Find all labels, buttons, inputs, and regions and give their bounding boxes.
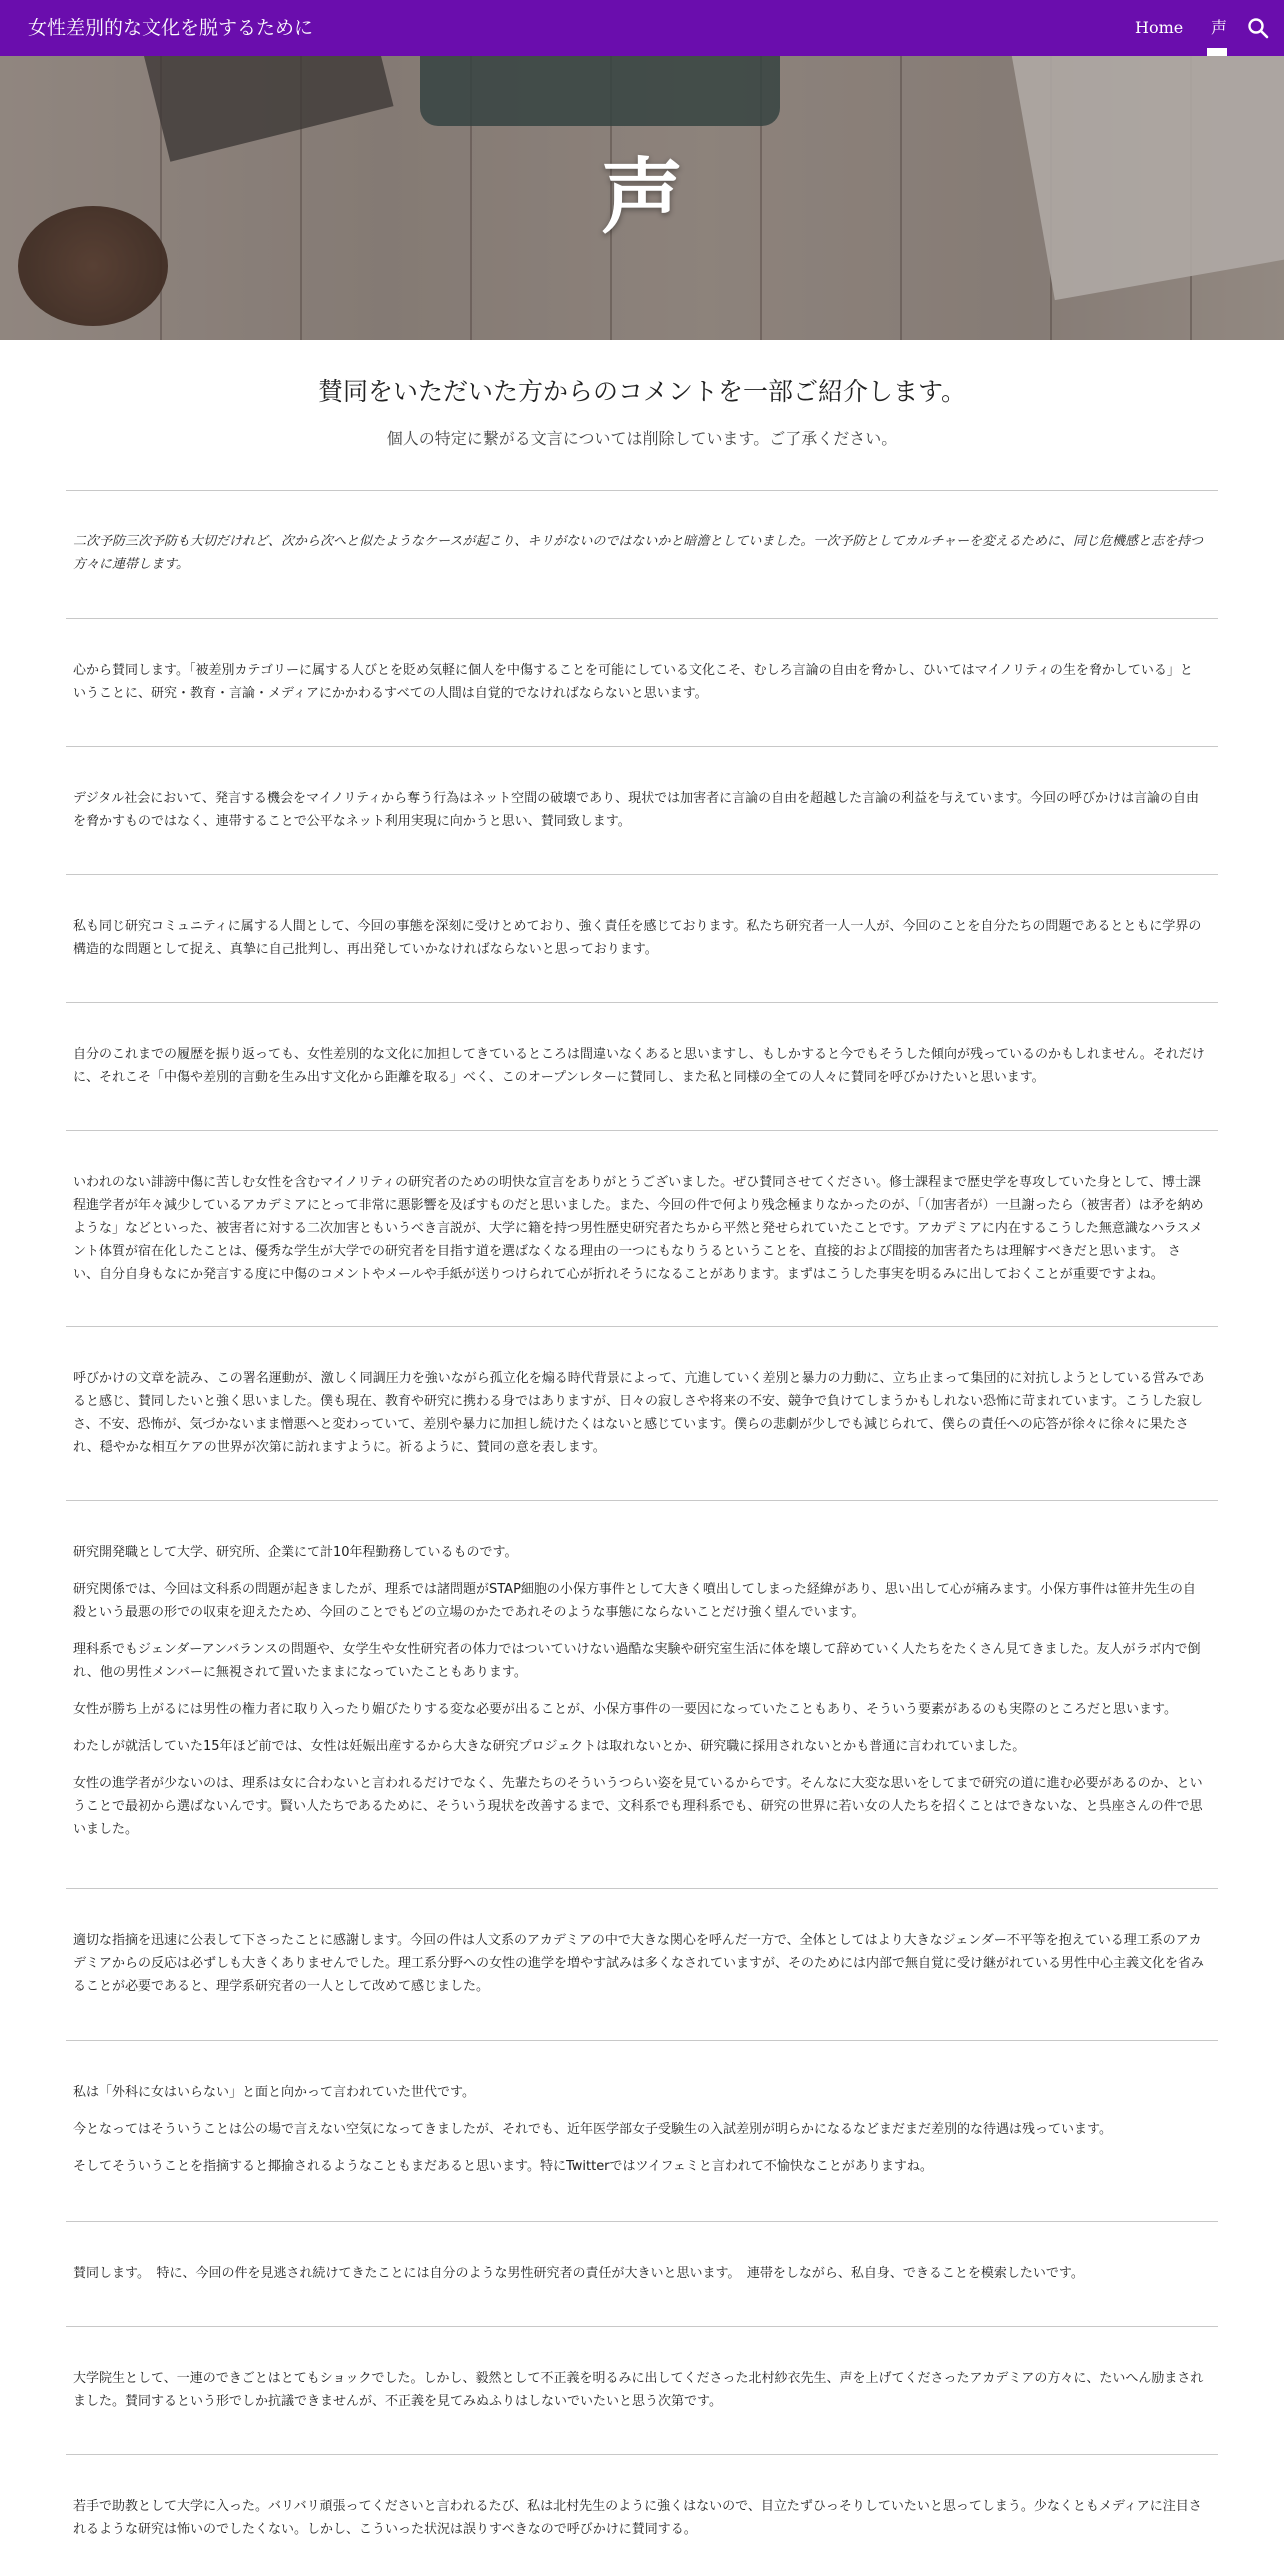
site-title[interactable]: 女性差別的な文化を脱するために bbox=[28, 17, 314, 39]
divider bbox=[66, 1130, 1218, 1131]
divider bbox=[66, 2326, 1218, 2327]
comment-paragraph: そしてそういうことを指摘すると揶揄されるようなこともまだあると思います。特にTwitterではツイフェミと言われて不愉快なことがありますね。 bbox=[73, 2159, 933, 2174]
comment-paragraph: 私も同じ研究コミュニティに属する人間として、今回の事態を深刻に受けとめており、強く責任を感じております。私たち研究者一人一人が、今回のことを自分たちの問題であるとともに学界の構造的な問題として捉え、真摯に自己批判し、再出発していかなければならないと思っております。 bbox=[73, 919, 1202, 957]
search-button[interactable] bbox=[1246, 16, 1270, 40]
divider bbox=[66, 1888, 1218, 1889]
comment-paragraph: 心から賛同します。「被差別カテゴリーに属する人びとを貶め気軽に個人を中傷することを可能にしている文化こそ、むしろ言論の自由を脅かし、ひいてはマイノリティの生を脅かしている」ということに、研究・教育・言論・メディアにかかわるすべての人間は自覚的でなければならないと思います。 bbox=[73, 663, 1193, 701]
comment-11 bbox=[73, 2262, 1205, 2299]
comment-paragraph: 若手で助教として大学に入った。バリバリ頑張ってくださいと言われるたび、私は北村先生のように強くはないので、目立たずひっそりしていたいと思ってしまう。少なくともメディアに注目されるような研究は怖いのでしたくない。しかし、こういった状況は誤りすべきなので呼びかけに賛同する。 bbox=[73, 2499, 1202, 2537]
nav-item-home[interactable]: Home bbox=[1135, 18, 1184, 37]
comment-paragraph: 呼びかけの文章を読み、この署名運動が、激しく同調圧力を強いながら孤立化を煽る時代背景によって、亢進していく差別と暴力の力動に、立ち止まって集団的に対抗しようとしている営みであると感じ、賛同したいと強く思いました。僕も現在、教育や研究に携わる身ではありますが、日々の寂しさや将来の不安、競争で負けてしまうかもしれない恐怖に苛まれています。こうした寂しさ、不安、恐怖が、気づかないまま憎悪へと変わっていて、差別や暴力に加担し続けたくはないと感じています。僕らの悲劇が少しでも減じられて、僕らの責任への応答が徐々に徐々に果たされ、穏やかな相互ケアの世界が次第に訪れますように。祈るように、賛同の意を表します。 bbox=[73, 1371, 1205, 1455]
comment-1 bbox=[73, 530, 1205, 590]
nav-item-voice[interactable]: 声 bbox=[1210, 18, 1227, 37]
comment-paragraph: 女性が勝ち上がるには男性の権力者に取り入ったり媚びたりする変な必要が出ることが、小保方事件の一要因になっていたこともあり、そういう要素があるのも実際のところだと思います。 bbox=[73, 1702, 1177, 1717]
comment-9 bbox=[73, 1929, 1205, 2012]
comment-paragraph: 理科系でもジェンダーアンバランスの問題や、女学生や女性研究者の体力ではついていけない過酷な実験や研究室生活に体を壊して辞めていく人たちをたくさん見てきました。友人がラボ内で倒れ、他の男性メンバーに無視されて置いたままになっていたこともあります。 bbox=[73, 1642, 1201, 1680]
divider bbox=[66, 746, 1218, 747]
search-icon bbox=[1246, 16, 1270, 40]
hero-banner bbox=[0, 56, 1284, 340]
divider bbox=[66, 490, 1218, 491]
comment-paragraph: 大学院生として、一連のできごとはとてもショックでした。しかし、毅然として不正義を明るみに出してくださった北村紗衣先生、声を上げてくださったアカデミアの方々に、たいへん励まされました。賛同するという形でしか抗議できませんが、不正義を見てみぬふりはしないでいたいと思う次第です。 bbox=[73, 2371, 1204, 2409]
divider bbox=[66, 2454, 1218, 2455]
comment-10 bbox=[73, 2081, 1205, 2192]
comment-paragraph: デジタル社会において、発言する機会をマイノリティから奪う行為はネット空間の破壊であり、現状では加害者に言論の自由を超越した言論の利益を与えています。今回の呼びかけは言論の自由を脅かすものではなく、連帯することで公平なネット利用実現に向かうと思い、賛同致します。 bbox=[73, 791, 1200, 829]
divider bbox=[66, 2221, 1218, 2222]
active-nav-indicator bbox=[1207, 48, 1227, 56]
comment-12 bbox=[73, 2367, 1205, 2427]
comment-paragraph: 適切な指摘を迅速に公表して下さったことに感謝します。今回の件は人文系のアカデミアの中で大きな関心を呼んだ一方で、全体としてはより大きなジェンダー不平等を抱えている理工系のアカデミアからの反応は必ずしも大きくありませんでした。理工系分野への女性の進学を増やす試みは多くなされていますが、そのためには内部で無自覚に受け継がれている男性中心主義文化を省みることが必要であると、理学系研究者の一人として改めて感じました。 bbox=[73, 1933, 1205, 1994]
divider bbox=[66, 1002, 1218, 1003]
divider bbox=[66, 1500, 1218, 1501]
comment-paragraph: 二次予防三次予防も大切だけれど、次から次へと似たようなケースが起こり、キリがないのではないかと暗澹としていました。一次予防としてカルチャーを変えるために、同じ危機感と志を持つ方々に連帯します。 bbox=[73, 534, 1203, 572]
comment-2 bbox=[73, 659, 1205, 719]
comment-paragraph: 女性の進学者が少ないのは、理系は女に合わないと言われるだけでなく、先輩たちのそういうつらい姿を見ているからです。そんなに大変な思いをしてまで研究の道に進む必要があるのか、ということで最初から選ばないんです。賢い人たちであるために、そういう現状を改善するまで、文科系でも理科系でも、研究の世界に若い女の人たちを招くことはできないな、と呉座さんの件で思いました。 bbox=[73, 1776, 1203, 1837]
comment-5 bbox=[73, 1043, 1205, 1103]
comment-paragraph: 今となってはそういうことは公の場で言えない空気になってきましたが、それでも、近年医学部女子受験生の入試差別が明らかになるなどまだまだ差別的な待遇は残っています。 bbox=[73, 2122, 1112, 2137]
comment-8 bbox=[73, 1541, 1205, 1855]
comment-paragraph: 研究開発職として大学、研究所、企業にて計10年程勤務しているものです。 bbox=[73, 1545, 518, 1560]
comment-7 bbox=[73, 1367, 1205, 1473]
page-title: 声 bbox=[600, 150, 683, 245]
intro-subtext: 個人の特定に繋がる文言については削除しています。ご了承ください。 bbox=[386, 429, 898, 448]
comment-paragraph: 自分のこれまでの履歴を振り返っても、女性差別的な文化に加担してきているところは間違いなくあると思いますし、もしかすると今でもそうした傾向が残っているのかもしれません。それだけに、それこそ「中傷や差別的言動を生み出す文化から距離を取る」べく、このオープンレターに賛同し、また私と同様の全ての人々に賛同を呼びかけたいと思います。 bbox=[73, 1047, 1205, 1085]
comment-13 bbox=[73, 2495, 1205, 2555]
intro-heading: 賛同をいただいた方からのコメントを一部ご紹介します。 bbox=[317, 377, 966, 406]
comment-paragraph: 賛同します。 特に、今回の件を見逃され続けてきたことには自分のような男性研究者の責任が大きいと思います。 連帯をしながら、私自身、できることを模索したいです。 bbox=[73, 2266, 1084, 2281]
comment-6 bbox=[73, 1171, 1205, 1300]
comment-paragraph: 私は「外科に女はいらない」と面と向かって言われていた世代です。 bbox=[73, 2085, 475, 2100]
comment-4 bbox=[73, 915, 1205, 975]
divider bbox=[66, 2040, 1218, 2041]
divider bbox=[66, 874, 1218, 875]
comment-3 bbox=[73, 787, 1205, 847]
divider bbox=[66, 618, 1218, 619]
comment-paragraph: 研究関係では、今回は文科系の問題が起きましたが、理系では諸問題がSTAP細胞の小保方事件として大きく噴出してしまった経緯があり、思い出して心が痛みます。小保方事件は笹井先生の自殺という最悪の形での収束を迎えたため、今回のことでもどの立場のかたであれそのような事態にならないことだけ強く望んでいます。 bbox=[73, 1582, 1196, 1620]
divider bbox=[66, 1326, 1218, 1327]
comment-paragraph: わたしが就活していた15年ほど前では、女性は妊娠出産するから大きな研究プロジェクトは取れないとか、研究職に採用されないとかも普通に言われていました。 bbox=[73, 1739, 1026, 1754]
comment-paragraph: いわれのない誹謗中傷に苦しむ女性を含むマイノリティの研究者のための明快な宣言をありがとうございました。ぜひ賛同させてください。修士課程まで歴史学を専攻していた身として、博士課程進学者が年々減少しているアカデミアにとって非常に悪影響を及ぼすものだと思いました。また、今回の件で何より残念極まりなかったのが、「（加害者が）一旦謝ったら（被害者）は矛を納めような」などといった、被害者に対する二次加害ともいうべき言説が、大学に籍を持つ男性歴史研究者たちから平然と発せられていたことです。アカデミアに内在するこうした無意識なハラスメント体質が宿在化したことは、優秀な学生が大学での研究者を目指す道を選ばなくなる理由の一つにもなりうるということを、直接的および間接的加害者たちは理解すべきだと思います。 さい、自分自身もなにか発言する度に中傷のコメントやメールや手紙が送りつけられて心が折れそうになることがあります。まずはこうした事実を明るみに出しておくことが重要ですよね。 bbox=[73, 1175, 1204, 1282]
top-app-bar bbox=[0, 0, 1284, 56]
